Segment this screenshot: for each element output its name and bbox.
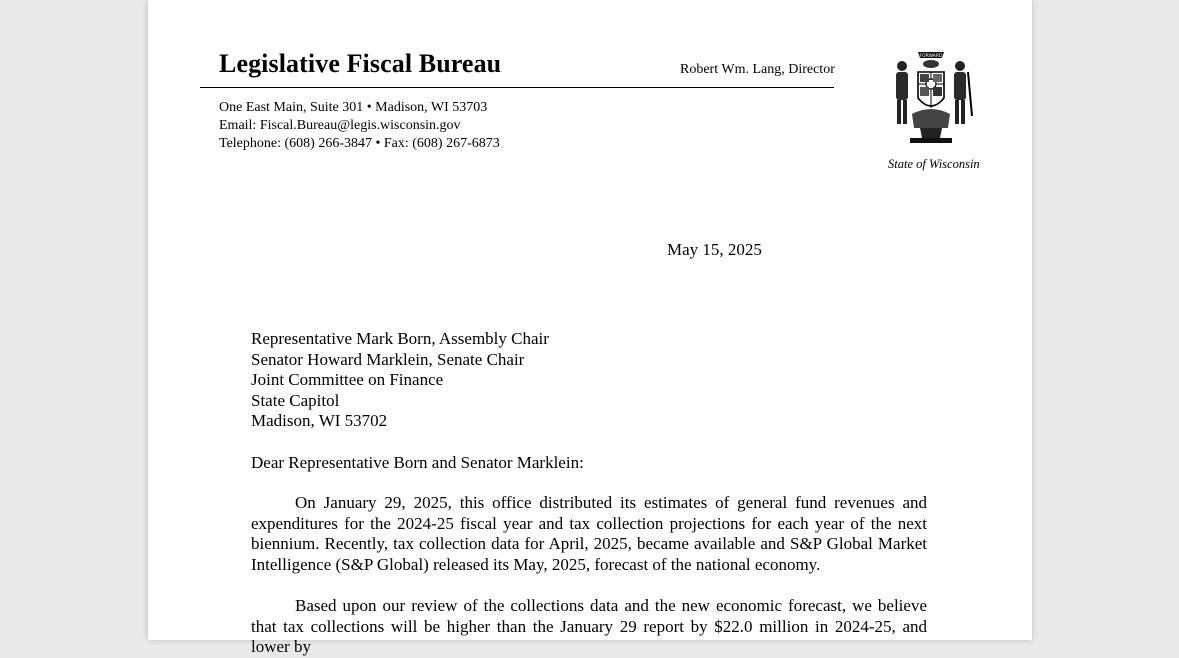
director-name: Robert Wm. Lang, Director bbox=[680, 62, 835, 77]
letter-date: May 15, 2025 bbox=[667, 240, 762, 259]
body-paragraph: On January 29, 2025, this office distributed its estimates of general fund revenues and expenditures for the 2024-25 fiscal year and tax collection projections for each year of the next biennium. Recently, tax collection data for April, 2025, became available and S&P Global Market Intelligence (S&P Global) released its May, 2025, forecast of the national economy. bbox=[251, 493, 927, 574]
state-seal-icon bbox=[882, 46, 980, 146]
salutation: Dear Representative Born and Senator Marklein: bbox=[251, 453, 584, 472]
office-phone: Telephone: (608) 266-3847 • Fax: (608) 267-6873 bbox=[219, 136, 500, 151]
organization-name: Legislative Fiscal Bureau bbox=[219, 49, 502, 78]
recipient-line: Representative Mark Born, Assembly Chair bbox=[251, 329, 549, 348]
recipient-line: Senator Howard Marklein, Senate Chair bbox=[251, 349, 525, 369]
seal-banner-text: FORWARD bbox=[919, 54, 943, 59]
office-email: Email: Fiscal.Bureau@legis.wisconsin.gov bbox=[219, 118, 461, 133]
recipient-line: State Capitol bbox=[251, 390, 340, 410]
office-address: One East Main, Suite 301 • Madison, WI 53703 bbox=[219, 100, 488, 115]
letterhead-rule bbox=[200, 87, 834, 88]
recipient-line: Joint Committee on Finance bbox=[251, 370, 444, 389]
body-paragraph: Based upon our review of the collections data and the new economic forecast, we believe that tax collections will be higher than the January 29 report by $22.0 million in 2024-25, and lower by bbox=[251, 596, 927, 656]
state-caption: State of Wisconsin bbox=[888, 157, 980, 171]
document-page bbox=[148, 0, 1032, 656]
recipient-line: Madison, WI 53702 bbox=[251, 411, 388, 430]
